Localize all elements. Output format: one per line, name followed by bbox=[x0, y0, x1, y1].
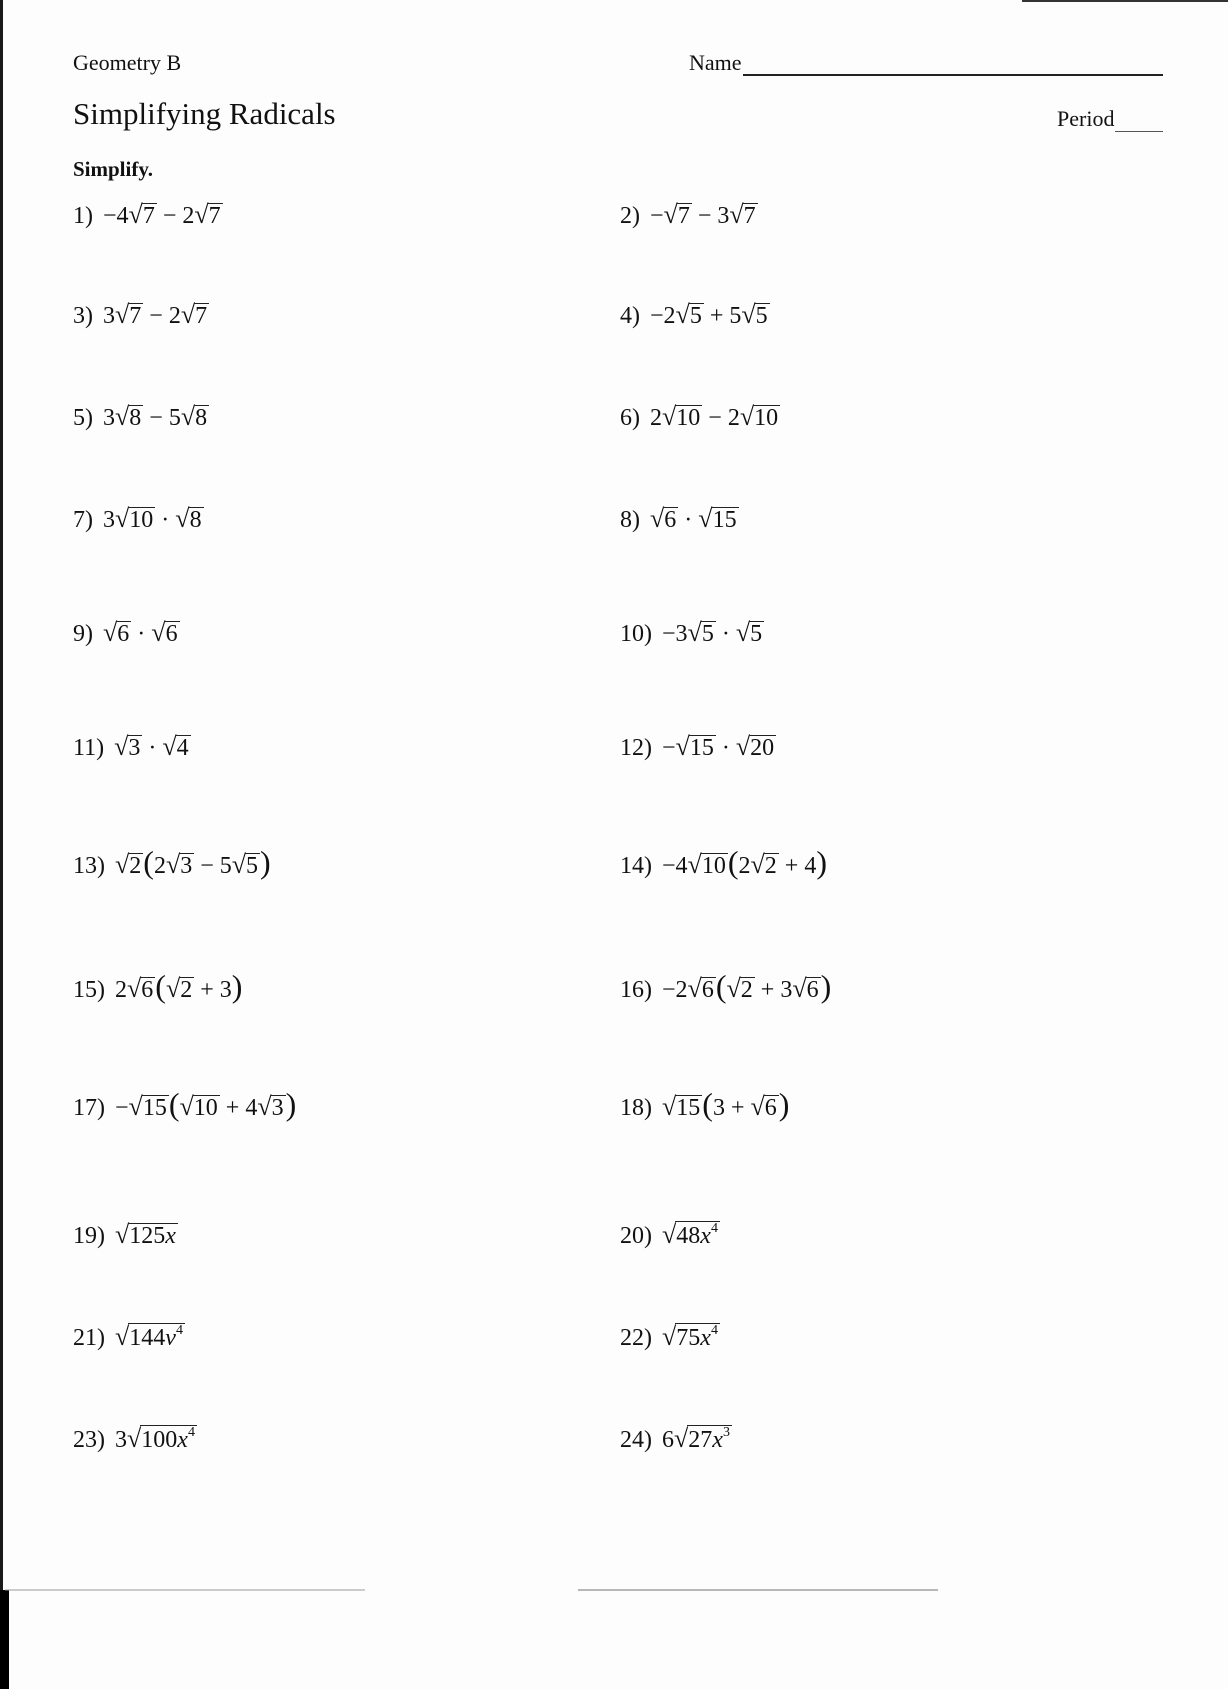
radical bbox=[115, 504, 155, 534]
variable: x bbox=[712, 1427, 723, 1453]
radicand: 5 bbox=[701, 621, 714, 647]
problem-number: 2) bbox=[620, 203, 640, 229]
radicand: 2 bbox=[764, 853, 777, 879]
sqrt-icon: √ bbox=[729, 200, 744, 229]
worksheet-title: Simplifying Radicals bbox=[73, 96, 336, 131]
coefficient: 75 bbox=[676, 1325, 701, 1351]
radical bbox=[181, 402, 209, 432]
radical bbox=[166, 850, 194, 880]
exponent: 4 bbox=[175, 1323, 183, 1338]
left-paren: ( bbox=[155, 968, 166, 1004]
radicand: 6 bbox=[701, 977, 714, 1003]
sqrt-icon: √ bbox=[741, 300, 756, 329]
exponent: 3 bbox=[722, 1425, 730, 1440]
operator: − bbox=[708, 405, 722, 431]
sqrt-icon: √ bbox=[662, 1092, 677, 1121]
expression: √ 2 ( 2 √ 3 − 5 √ 5 ) bbox=[115, 844, 271, 880]
minus-sign: − bbox=[115, 1095, 129, 1121]
radical bbox=[114, 732, 142, 762]
operator: + bbox=[225, 1095, 240, 1121]
period-blank-line[interactable] bbox=[1115, 107, 1163, 132]
radical bbox=[740, 402, 780, 432]
minus-sign: − bbox=[650, 303, 664, 329]
radical bbox=[179, 1092, 219, 1122]
radicand: 15 bbox=[712, 507, 737, 533]
variable: x bbox=[177, 1427, 188, 1453]
radical bbox=[129, 200, 157, 230]
sqrt-icon: √ bbox=[687, 974, 702, 1003]
radical bbox=[115, 1322, 185, 1352]
sqrt-icon: √ bbox=[127, 974, 142, 1003]
radical bbox=[674, 1424, 732, 1454]
radical bbox=[151, 618, 179, 648]
sqrt-icon: √ bbox=[115, 402, 130, 431]
problem-number: 3) bbox=[73, 303, 93, 329]
sqrt-icon: √ bbox=[662, 1322, 677, 1351]
radicand: 6 bbox=[764, 1095, 777, 1121]
operator: − bbox=[200, 853, 214, 879]
sqrt-icon: √ bbox=[231, 850, 247, 879]
scan-top-rule bbox=[1022, 0, 1228, 2]
sqrt-icon: √ bbox=[675, 300, 690, 329]
problem-number: 7) bbox=[73, 507, 93, 533]
radicand: 20 bbox=[750, 735, 775, 761]
expression: 6 √ $27x^3$ bbox=[662, 1424, 730, 1453]
problem-18 bbox=[620, 1086, 790, 1122]
sqrt-icon: √ bbox=[165, 974, 181, 1003]
problem-number: 5) bbox=[73, 405, 93, 431]
minus-sign: − bbox=[662, 853, 676, 879]
operator: − bbox=[149, 303, 163, 329]
problem-number: 15) bbox=[73, 977, 105, 1003]
radical bbox=[115, 300, 143, 330]
radical bbox=[257, 1092, 285, 1122]
expression: 3 √ 10 · √ 8 bbox=[103, 504, 202, 533]
problem-23 bbox=[73, 1424, 197, 1454]
expression bbox=[662, 1220, 720, 1250]
constant: 3 bbox=[712, 1095, 725, 1121]
right-paren: ) bbox=[231, 968, 243, 1004]
problem-2 bbox=[620, 200, 758, 230]
radical bbox=[736, 618, 764, 648]
operator: + bbox=[784, 853, 799, 879]
radical bbox=[662, 1220, 720, 1250]
radical bbox=[688, 618, 716, 648]
problem-3 bbox=[73, 300, 209, 330]
sqrt-icon: √ bbox=[162, 732, 177, 761]
sqrt-icon: √ bbox=[115, 300, 130, 329]
coefficient: 48 bbox=[676, 1223, 701, 1249]
left-paren: ( bbox=[727, 844, 739, 880]
radicand: 2 bbox=[740, 977, 753, 1003]
expression: 2 √ 6 ( √ 2 + 3 ) bbox=[115, 968, 243, 1004]
radicand: 5 bbox=[689, 303, 702, 329]
radical bbox=[741, 300, 769, 330]
expression bbox=[114, 732, 191, 762]
variable: x bbox=[700, 1325, 711, 1351]
radicand: 7 bbox=[195, 303, 208, 329]
sqrt-icon: √ bbox=[687, 850, 702, 879]
radicand: 3 bbox=[271, 1095, 284, 1121]
problem-13 bbox=[73, 844, 271, 880]
expression bbox=[662, 1086, 790, 1122]
sqrt-icon: √ bbox=[165, 850, 181, 879]
problem-5 bbox=[73, 402, 209, 432]
constant: 3 bbox=[219, 977, 232, 1003]
radicand: 3 bbox=[180, 853, 193, 879]
radical bbox=[181, 300, 209, 330]
radicand: 2 bbox=[129, 853, 142, 879]
scan-left-edge-bottom bbox=[0, 1590, 9, 1689]
expression: 3 √ 8 − 5 √ 8 bbox=[103, 402, 208, 431]
radical bbox=[698, 504, 738, 534]
problem-number: 21) bbox=[73, 1325, 105, 1351]
radicand: 5 bbox=[755, 303, 768, 329]
operator: − bbox=[162, 203, 177, 229]
expression: − 4 √ 7 − 2 √ 7 bbox=[103, 200, 221, 229]
operator: + bbox=[760, 977, 775, 1003]
problem-number: 4) bbox=[620, 303, 640, 329]
name-label: Name bbox=[689, 50, 742, 75]
problem-24 bbox=[620, 1424, 732, 1454]
sqrt-icon: √ bbox=[103, 618, 118, 647]
left-paren: ( bbox=[168, 1086, 180, 1122]
radicand: 10 bbox=[129, 507, 154, 533]
expression bbox=[650, 504, 739, 534]
period-field[interactable] bbox=[1057, 106, 1163, 132]
sqrt-icon: √ bbox=[180, 300, 196, 329]
problem-number: 14) bbox=[620, 853, 652, 879]
radical bbox=[662, 402, 702, 432]
coefficient: 100 bbox=[141, 1427, 178, 1453]
radicand: 7 bbox=[142, 203, 155, 229]
problem-11 bbox=[73, 732, 191, 762]
radical bbox=[736, 732, 776, 762]
radicand: 10 bbox=[193, 1095, 218, 1121]
sqrt-icon: √ bbox=[128, 1092, 143, 1121]
sqrt-icon: √ bbox=[739, 402, 755, 431]
sqrt-icon: √ bbox=[698, 504, 713, 533]
problem-15 bbox=[73, 968, 243, 1004]
right-paren: ) bbox=[816, 844, 827, 880]
expression: 3 √ 7 − 2 √ 7 bbox=[103, 300, 208, 329]
sqrt-icon: √ bbox=[735, 732, 751, 761]
radical bbox=[127, 1424, 197, 1454]
minus-sign: − bbox=[103, 203, 117, 229]
radical bbox=[676, 732, 716, 762]
sqrt-icon: √ bbox=[735, 618, 751, 647]
radicand: 5 bbox=[750, 621, 763, 647]
problem-number: 10) bbox=[620, 621, 652, 647]
radical bbox=[688, 850, 728, 880]
sqrt-icon: √ bbox=[257, 1092, 272, 1121]
sqrt-icon: √ bbox=[179, 1092, 194, 1121]
radicand: 6 bbox=[165, 621, 178, 647]
constant: 4 bbox=[804, 853, 817, 879]
radical bbox=[162, 732, 190, 762]
variable: x bbox=[700, 1223, 711, 1249]
radical bbox=[662, 1322, 720, 1352]
left-paren: ( bbox=[715, 968, 727, 1004]
radical bbox=[650, 504, 678, 534]
radicand bbox=[128, 1223, 178, 1249]
sqrt-icon: √ bbox=[114, 732, 129, 761]
minus-sign: − bbox=[662, 621, 676, 647]
radical bbox=[750, 850, 778, 880]
radicand: 6 bbox=[806, 977, 819, 1003]
left-paren: ( bbox=[702, 1086, 713, 1122]
radicand bbox=[675, 1221, 720, 1249]
sqrt-icon: √ bbox=[650, 504, 665, 533]
sqrt-icon: √ bbox=[662, 1220, 677, 1249]
sqrt-icon: √ bbox=[663, 200, 678, 229]
radicand: 8 bbox=[195, 405, 208, 431]
operator: · bbox=[137, 621, 146, 647]
radical bbox=[115, 1220, 178, 1250]
sqrt-icon: √ bbox=[175, 504, 190, 533]
operator: · bbox=[148, 735, 157, 761]
problem-number: 11) bbox=[73, 735, 105, 761]
operator: · bbox=[721, 735, 730, 761]
course-name: Geometry B bbox=[73, 50, 182, 75]
radical bbox=[750, 1092, 778, 1122]
scan-bottom-rule-right bbox=[578, 1589, 938, 1591]
problem-number: 17) bbox=[73, 1095, 105, 1121]
minus-sign: − bbox=[662, 735, 676, 761]
radical bbox=[166, 974, 194, 1004]
problem-number: 16) bbox=[620, 977, 652, 1003]
radicand bbox=[128, 1323, 185, 1351]
right-paren: ) bbox=[285, 1086, 297, 1122]
radical bbox=[175, 504, 203, 534]
name-blank-line[interactable] bbox=[743, 50, 1163, 76]
expression: − √ 15 ( √ 10 + 4 √ 3 ) bbox=[115, 1086, 297, 1122]
radicand: 15 bbox=[676, 1095, 701, 1121]
problem-16 bbox=[620, 968, 832, 1004]
expression bbox=[103, 618, 180, 648]
radicand: 15 bbox=[689, 735, 714, 761]
expression: − 4 √ 10 ( 2 √ 2 + 4 ) bbox=[662, 844, 827, 880]
radical bbox=[103, 618, 131, 648]
problem-7 bbox=[73, 504, 204, 534]
radical bbox=[232, 850, 260, 880]
radical bbox=[792, 974, 820, 1004]
problem-8 bbox=[620, 504, 739, 534]
operator: − bbox=[149, 405, 163, 431]
problem-9 bbox=[73, 618, 180, 648]
problem-12 bbox=[620, 732, 776, 762]
right-paren: ) bbox=[260, 844, 271, 880]
operator: − bbox=[697, 203, 712, 229]
problem-22 bbox=[620, 1322, 720, 1352]
radicand: 10 bbox=[754, 405, 779, 431]
radicand: 7 bbox=[208, 203, 221, 229]
radical bbox=[127, 974, 155, 1004]
radical bbox=[726, 974, 754, 1004]
radicand: 6 bbox=[117, 621, 130, 647]
coefficient: 144 bbox=[129, 1325, 166, 1351]
expression bbox=[115, 1220, 178, 1250]
sqrt-icon: √ bbox=[194, 200, 209, 229]
sqrt-icon: √ bbox=[115, 504, 130, 533]
problem-10 bbox=[620, 618, 764, 648]
sqrt-icon: √ bbox=[115, 1322, 130, 1351]
radical bbox=[662, 1092, 702, 1122]
expression: − √ 7 − 3 √ 7 bbox=[650, 200, 756, 229]
radicand: 8 bbox=[189, 507, 202, 533]
period-label: Period bbox=[1057, 106, 1115, 131]
sqrt-icon: √ bbox=[128, 200, 143, 229]
expression: 2 √ 10 − 2 √ 10 bbox=[650, 402, 779, 431]
exponent: 4 bbox=[710, 1221, 718, 1236]
problem-number: 1) bbox=[73, 203, 93, 229]
operator: · bbox=[684, 507, 693, 533]
sqrt-icon: √ bbox=[675, 732, 690, 761]
radicand: 7 bbox=[677, 203, 690, 229]
exponent: 4 bbox=[187, 1425, 195, 1440]
instructions: Simplify. bbox=[73, 157, 153, 181]
operator: + bbox=[709, 303, 724, 329]
operator: · bbox=[721, 621, 730, 647]
operator: + bbox=[200, 977, 214, 1003]
right-paren: ) bbox=[820, 968, 832, 1004]
exponent: 4 bbox=[710, 1323, 718, 1338]
radicand: 7 bbox=[129, 303, 142, 329]
radicand: 8 bbox=[129, 405, 142, 431]
expression: − 2 √ 6 ( √ 2 + 3 √ 6 ) bbox=[662, 968, 832, 1004]
radicand bbox=[140, 1425, 197, 1453]
variable: v bbox=[165, 1325, 176, 1351]
radicand: 15 bbox=[142, 1095, 167, 1121]
sqrt-icon: √ bbox=[115, 1220, 130, 1249]
sqrt-icon: √ bbox=[180, 402, 196, 431]
radicand bbox=[687, 1425, 732, 1453]
radical bbox=[115, 402, 143, 432]
radicand: 3 bbox=[128, 735, 141, 761]
left-paren: ( bbox=[143, 844, 154, 880]
coefficient: 27 bbox=[688, 1427, 713, 1453]
expression: 3 √ $100x^4$ bbox=[115, 1424, 195, 1453]
problem-6 bbox=[620, 402, 780, 432]
radical bbox=[676, 300, 704, 330]
radical bbox=[664, 200, 692, 230]
problem-number: 12) bbox=[620, 735, 652, 761]
expression bbox=[115, 1322, 185, 1352]
coefficient: 125 bbox=[129, 1223, 166, 1249]
variable: x bbox=[165, 1223, 176, 1249]
problem-number: 9) bbox=[73, 621, 93, 647]
radicand: 6 bbox=[664, 507, 677, 533]
problem-number: 6) bbox=[620, 405, 640, 431]
scan-bottom-rule-left bbox=[5, 1589, 365, 1591]
problem-number: 20) bbox=[620, 1223, 652, 1249]
radical bbox=[115, 850, 143, 880]
sqrt-icon: √ bbox=[662, 402, 677, 431]
sqrt-icon: √ bbox=[151, 618, 166, 647]
problem-17 bbox=[73, 1086, 297, 1122]
problem-number: 19) bbox=[73, 1223, 105, 1249]
radicand bbox=[675, 1323, 720, 1351]
radicand: 2 bbox=[180, 977, 193, 1003]
problem-number: 24) bbox=[620, 1427, 652, 1453]
problem-20 bbox=[620, 1220, 720, 1250]
sqrt-icon: √ bbox=[792, 974, 807, 1003]
sqrt-icon: √ bbox=[115, 850, 130, 879]
problem-number: 22) bbox=[620, 1325, 652, 1351]
expression bbox=[662, 732, 776, 762]
minus-sign: − bbox=[662, 977, 676, 1003]
radical bbox=[129, 1092, 169, 1122]
expression bbox=[662, 1322, 720, 1352]
radical bbox=[729, 200, 757, 230]
sqrt-icon: √ bbox=[750, 850, 765, 879]
sqrt-icon: √ bbox=[127, 1424, 142, 1453]
problem-4 bbox=[620, 300, 770, 330]
problem-number: 8) bbox=[620, 507, 640, 533]
name-field[interactable] bbox=[689, 50, 1163, 76]
radicand: 10 bbox=[676, 405, 701, 431]
radicand: 6 bbox=[141, 977, 154, 1003]
problem-19 bbox=[73, 1220, 178, 1250]
problem-21 bbox=[73, 1322, 185, 1352]
scan-left-edge bbox=[0, 0, 3, 1590]
radicand: 4 bbox=[176, 735, 189, 761]
radicand: 10 bbox=[701, 853, 726, 879]
operator: + bbox=[730, 1095, 745, 1121]
problem-1 bbox=[73, 200, 223, 230]
operator: · bbox=[161, 507, 170, 533]
right-paren: ) bbox=[778, 1086, 790, 1122]
minus-sign: − bbox=[650, 203, 664, 229]
sqrt-icon: √ bbox=[750, 1092, 765, 1121]
sqrt-icon: √ bbox=[687, 618, 702, 647]
radicand: 5 bbox=[246, 853, 259, 879]
problem-number: 23) bbox=[73, 1427, 105, 1453]
problem-14 bbox=[620, 844, 827, 880]
expression: − 3 √ 5 · √ 5 bbox=[662, 618, 763, 647]
radical bbox=[194, 200, 222, 230]
problem-number: 13) bbox=[73, 853, 105, 879]
sqrt-icon: √ bbox=[674, 1424, 689, 1453]
sqrt-icon: √ bbox=[726, 974, 741, 1003]
expression: − 2 √ 5 + 5 √ 5 bbox=[650, 300, 768, 329]
problem-number: 18) bbox=[620, 1095, 652, 1121]
radical bbox=[688, 974, 716, 1004]
radicand: 7 bbox=[743, 203, 756, 229]
